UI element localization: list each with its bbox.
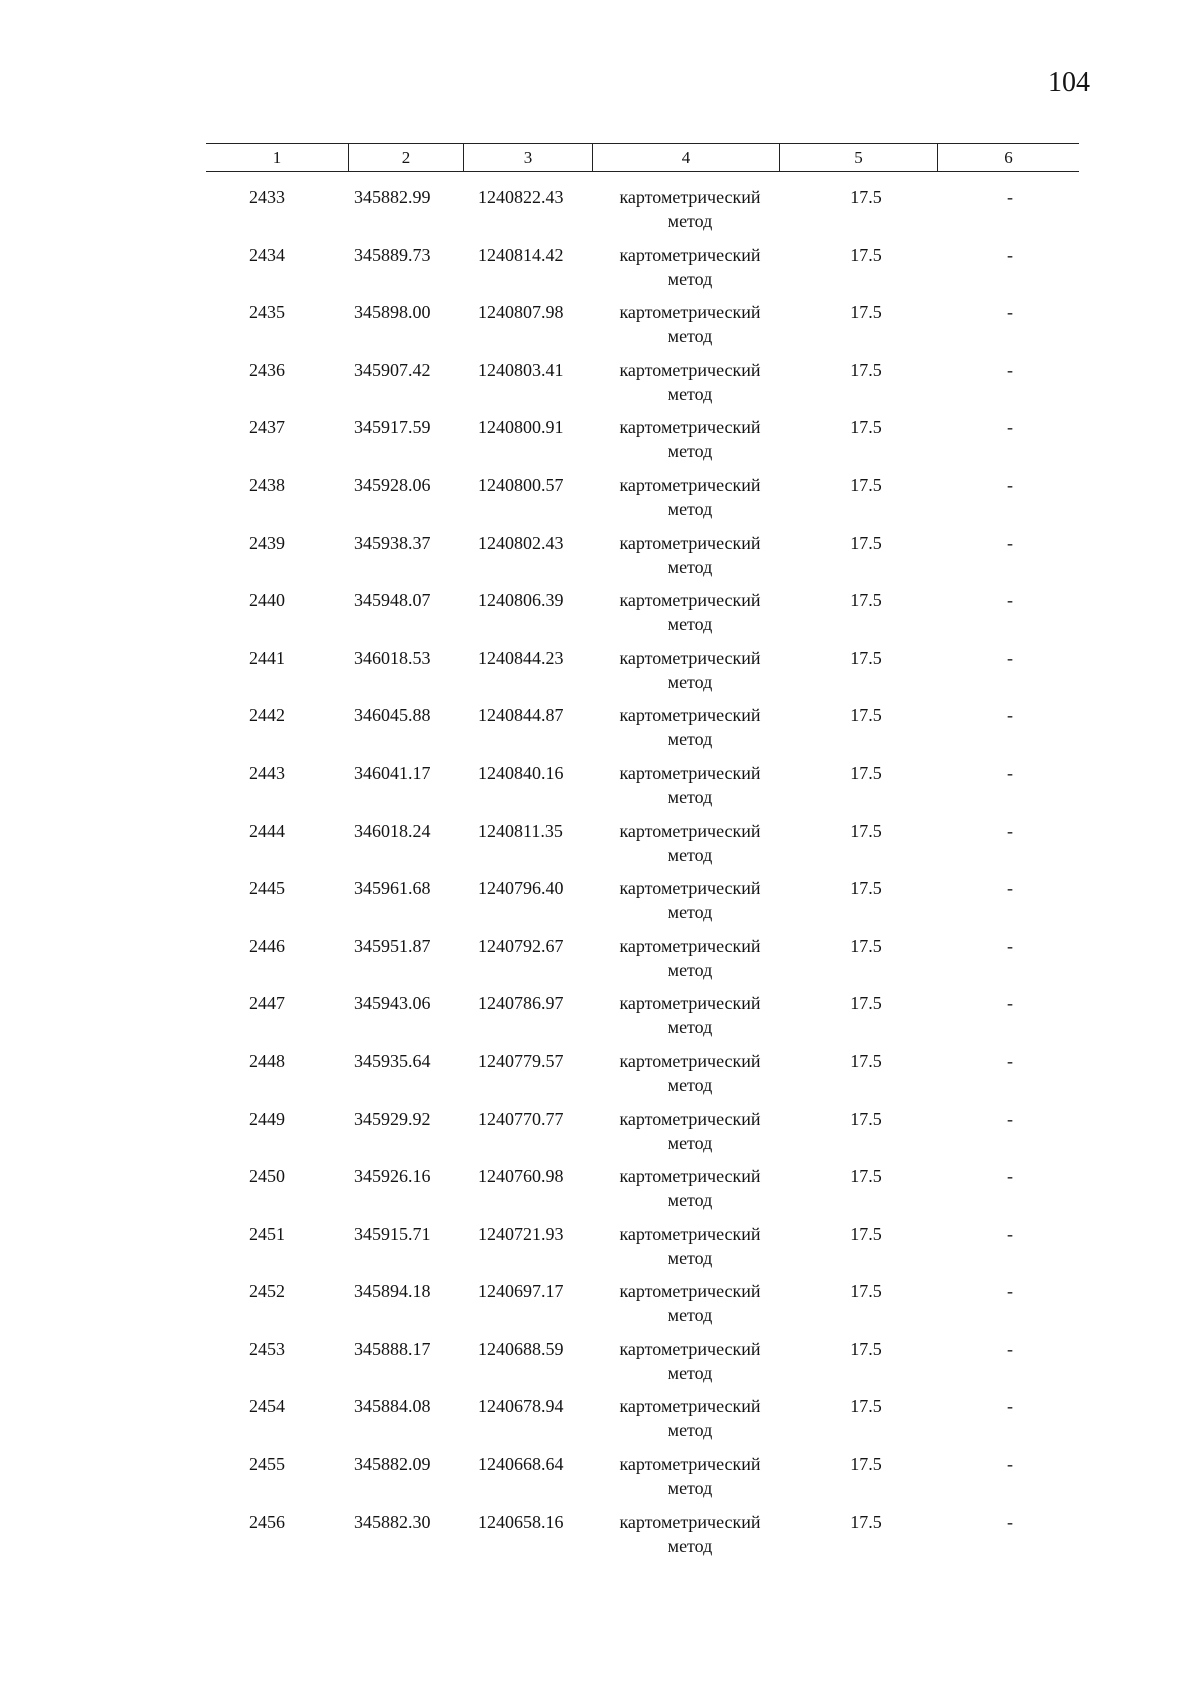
- method: [594, 1452, 786, 1500]
- accuracy: 17.5: [850, 244, 882, 265]
- method: [594, 300, 786, 348]
- table-row: [206, 358, 1079, 416]
- accuracy: 17.5: [850, 1281, 882, 1302]
- coordinate-y: 1240792.67: [478, 935, 564, 956]
- point-number: 2452: [249, 1281, 285, 1302]
- accuracy: 17.5: [850, 705, 882, 726]
- note: -: [1007, 1454, 1013, 1475]
- method-line-1: картометрический: [619, 302, 761, 323]
- coordinate-x: 345948.07: [354, 590, 431, 611]
- coordinate-x: 345882.99: [354, 187, 431, 207]
- page-number: 104: [1048, 67, 1090, 98]
- accuracy: 17.5: [850, 1338, 882, 1359]
- coordinate-x: 345894.18: [354, 1281, 431, 1302]
- method-line-1: картометрический: [619, 590, 761, 611]
- table-row: [206, 1107, 1079, 1165]
- coordinate-y: 1240807.98: [478, 302, 564, 323]
- coordinate-y: 1240840.16: [478, 762, 564, 783]
- table-row: [206, 1510, 1079, 1568]
- method: [594, 1279, 786, 1327]
- table-row: [206, 761, 1079, 819]
- method-line-2: метод: [667, 211, 713, 231]
- method-line-1: картометрический: [619, 417, 761, 438]
- accuracy: 17.5: [850, 1166, 882, 1187]
- method-line-2: метод: [667, 383, 713, 404]
- point-number: 2441: [249, 647, 285, 668]
- coordinate-y: 1240796.40: [478, 878, 564, 899]
- method-line-1: картометрический: [619, 474, 761, 495]
- note: -: [1007, 762, 1013, 783]
- coordinate-x: 345938.37: [354, 532, 431, 553]
- method-line-2: метод: [667, 556, 713, 577]
- coordinate-y: 1240697.17: [478, 1281, 564, 1302]
- method-line-1: картометрический: [619, 244, 761, 265]
- coordinate-x: 346045.88: [354, 705, 431, 726]
- note: -: [1007, 647, 1013, 668]
- table-row: [206, 1164, 1079, 1222]
- accuracy: 17.5: [850, 1454, 882, 1475]
- coordinate-y: 1240844.87: [478, 705, 564, 726]
- method-line-1: картометрический: [619, 1108, 761, 1129]
- accuracy: 17.5: [850, 474, 882, 495]
- accuracy: 17.5: [850, 302, 882, 323]
- coordinate-x: 345882.09: [354, 1454, 431, 1475]
- method-line-2: метод: [667, 1305, 713, 1326]
- note: -: [1007, 417, 1013, 438]
- note: -: [1007, 1396, 1013, 1417]
- point-number: 2447: [249, 993, 285, 1014]
- coordinate-y: 1240721.93: [478, 1223, 564, 1244]
- accuracy: 17.5: [850, 417, 882, 438]
- method-line-1: картометрический: [619, 1511, 761, 1532]
- coordinate-x: 345929.92: [354, 1108, 431, 1129]
- point-number: 2433: [249, 187, 285, 207]
- coordinate-y: 1240658.16: [478, 1511, 564, 1532]
- method: [594, 1049, 786, 1097]
- point-number: 2456: [249, 1511, 285, 1532]
- coordinate-y: 1240822.43: [478, 187, 564, 207]
- method-line-2: метод: [667, 1420, 713, 1441]
- note: -: [1007, 1223, 1013, 1244]
- coordinate-x: 346041.17: [354, 762, 431, 783]
- coordinate-x: 346018.24: [354, 820, 431, 841]
- coordinate-x: 345884.08: [354, 1396, 431, 1417]
- method-line-1: картометрический: [619, 878, 761, 899]
- accuracy: 17.5: [850, 187, 882, 207]
- method: [594, 243, 786, 291]
- header-cell-4: 4: [592, 144, 779, 171]
- point-number: 2449: [249, 1108, 285, 1129]
- method: [594, 358, 786, 406]
- point-number: 2453: [249, 1338, 285, 1359]
- method: [594, 819, 786, 867]
- accuracy: 17.5: [850, 532, 882, 553]
- method-line-2: метод: [667, 786, 713, 807]
- table-row: [206, 934, 1079, 992]
- accuracy: 17.5: [850, 762, 882, 783]
- method: [594, 1510, 786, 1558]
- point-number: 2448: [249, 1050, 285, 1071]
- accuracy: 17.5: [850, 878, 882, 899]
- method: [594, 991, 786, 1039]
- header-cell-6: 6: [937, 144, 1079, 171]
- method-line-2: метод: [667, 1535, 713, 1556]
- note: -: [1007, 820, 1013, 841]
- point-number: 2439: [249, 532, 285, 553]
- point-number: 2446: [249, 935, 285, 956]
- point-number: 2454: [249, 1396, 285, 1417]
- coordinate-y: 1240814.42: [478, 244, 564, 265]
- method-line-1: картометрический: [619, 820, 761, 841]
- method-line-2: метод: [667, 1132, 713, 1153]
- header-cell-1: 1: [272, 148, 282, 167]
- method: [594, 588, 786, 636]
- coordinate-x: 345935.64: [354, 1050, 431, 1071]
- accuracy: 17.5: [850, 1511, 882, 1532]
- method-line-1: картометрический: [619, 187, 761, 207]
- note: -: [1007, 705, 1013, 726]
- table-row: [206, 243, 1079, 301]
- method: [594, 1222, 786, 1270]
- method: [594, 1107, 786, 1155]
- header-cell-3: 3: [463, 144, 592, 171]
- method-line-2: метод: [667, 902, 713, 923]
- method-line-1: картометрический: [619, 1166, 761, 1187]
- method-line-2: метод: [667, 1017, 713, 1038]
- method: [594, 1164, 786, 1212]
- accuracy: 17.5: [850, 1108, 882, 1129]
- coordinates-table-body: [206, 185, 1079, 1567]
- coordinate-y: 1240800.57: [478, 474, 564, 495]
- method-line-1: картометрический: [619, 762, 761, 783]
- table-header: [206, 143, 1079, 172]
- method: [594, 473, 786, 521]
- point-number: 2455: [249, 1454, 285, 1475]
- accuracy: 17.5: [850, 359, 882, 380]
- coordinate-x: 345889.73: [354, 244, 431, 265]
- header-cell-5: 5: [779, 144, 937, 171]
- note: -: [1007, 474, 1013, 495]
- table-row: [206, 1394, 1079, 1452]
- point-number: 2442: [249, 705, 285, 726]
- table-row: [206, 588, 1079, 646]
- note: -: [1007, 302, 1013, 323]
- method: [594, 1394, 786, 1442]
- coordinate-y: 1240760.98: [478, 1166, 564, 1187]
- method-line-2: метод: [667, 268, 713, 289]
- method-line-2: метод: [667, 326, 713, 347]
- coordinate-y: 1240802.43: [478, 532, 564, 553]
- note: -: [1007, 1281, 1013, 1302]
- note: -: [1007, 590, 1013, 611]
- accuracy: 17.5: [850, 1050, 882, 1071]
- method-line-1: картометрический: [619, 1454, 761, 1475]
- method-line-1: картометрический: [619, 647, 761, 668]
- note: -: [1007, 878, 1013, 899]
- point-number: 2435: [249, 302, 285, 323]
- coordinate-x: 345888.17: [354, 1338, 431, 1359]
- method-line-1: картометрический: [619, 359, 761, 380]
- note: -: [1007, 1166, 1013, 1187]
- coordinate-y: 1240806.39: [478, 590, 564, 611]
- header-cell-2: 2: [348, 144, 463, 171]
- table-row: [206, 300, 1079, 358]
- method: [594, 531, 786, 579]
- coordinate-x: 345961.68: [354, 878, 431, 899]
- accuracy: 17.5: [850, 993, 882, 1014]
- coordinate-x: 345898.00: [354, 302, 431, 323]
- point-number: 2434: [249, 244, 285, 265]
- note: -: [1007, 1511, 1013, 1532]
- method-line-2: метод: [667, 1362, 713, 1383]
- accuracy: 17.5: [850, 820, 882, 841]
- method-line-2: метод: [667, 498, 713, 519]
- method-line-1: картометрический: [619, 935, 761, 956]
- method-line-1: картометрический: [619, 1223, 761, 1244]
- method-line-1: картометрический: [619, 1396, 761, 1417]
- coordinate-x: 345943.06: [354, 993, 431, 1014]
- method-line-1: картометрический: [619, 532, 761, 553]
- table-row: [206, 473, 1079, 531]
- method: [594, 703, 786, 751]
- coordinate-y: 1240786.97: [478, 993, 564, 1014]
- coordinate-x: 346018.53: [354, 647, 431, 668]
- coordinate-x: 345882.30: [354, 1511, 431, 1532]
- accuracy: 17.5: [850, 590, 882, 611]
- method: [594, 185, 786, 233]
- table-row: [206, 1222, 1079, 1280]
- point-number: 2450: [249, 1166, 285, 1187]
- method-line-2: метод: [667, 729, 713, 750]
- note: -: [1007, 1108, 1013, 1129]
- method-line-1: картометрический: [619, 1050, 761, 1071]
- method: [594, 415, 786, 463]
- table-row: [206, 1337, 1079, 1395]
- coordinate-y: 1240678.94: [478, 1396, 564, 1417]
- method-line-2: метод: [667, 844, 713, 865]
- coordinate-x: 345928.06: [354, 474, 431, 495]
- note: -: [1007, 1338, 1013, 1359]
- point-number: 2436: [249, 359, 285, 380]
- method: [594, 646, 786, 694]
- table-row: [206, 876, 1079, 934]
- note: -: [1007, 359, 1013, 380]
- accuracy: 17.5: [850, 1396, 882, 1417]
- table-row: [206, 1049, 1079, 1107]
- coordinate-y: 1240803.41: [478, 359, 564, 380]
- accuracy: 17.5: [850, 1223, 882, 1244]
- method-line-2: метод: [667, 441, 713, 462]
- method-line-2: метод: [667, 1478, 713, 1499]
- note: -: [1007, 935, 1013, 956]
- method-line-2: метод: [667, 959, 713, 980]
- table-row: [206, 415, 1079, 473]
- coordinate-y: 1240844.23: [478, 647, 564, 668]
- method: [594, 934, 786, 982]
- note: -: [1007, 993, 1013, 1014]
- coordinate-y: 1240800.91: [478, 417, 564, 438]
- method-line-1: картометрический: [619, 1338, 761, 1359]
- coordinate-x: 345951.87: [354, 935, 431, 956]
- coordinate-x: 345926.16: [354, 1166, 431, 1187]
- note: -: [1007, 244, 1013, 265]
- method: [594, 1337, 786, 1385]
- coordinate-x: 345915.71: [354, 1223, 431, 1244]
- method: [594, 761, 786, 809]
- point-number: 2443: [249, 762, 285, 783]
- method-line-2: метод: [667, 671, 713, 692]
- method-line-1: картометрический: [619, 1281, 761, 1302]
- point-number: 2440: [249, 590, 285, 611]
- method-line-1: картометрический: [619, 993, 761, 1014]
- accuracy: 17.5: [850, 935, 882, 956]
- coordinate-y: 1240770.77: [478, 1108, 564, 1129]
- coordinate-y: 1240811.35: [478, 820, 563, 841]
- method-line-2: метод: [667, 1074, 713, 1095]
- note: -: [1007, 532, 1013, 553]
- point-number: 2444: [249, 820, 285, 841]
- note: -: [1007, 187, 1013, 207]
- point-number: 2445: [249, 878, 285, 899]
- coordinate-x: 345917.59: [354, 417, 431, 438]
- coordinate-y: 1240688.59: [478, 1338, 564, 1359]
- method-line-2: метод: [667, 1247, 713, 1268]
- method-line-2: метод: [667, 1190, 713, 1211]
- table-row: [206, 646, 1079, 704]
- table-row: [206, 819, 1079, 877]
- note: -: [1007, 1050, 1013, 1071]
- coordinate-y: 1240668.64: [478, 1454, 564, 1475]
- method: [594, 876, 786, 924]
- point-number: 2437: [249, 417, 285, 438]
- table-row: [206, 991, 1079, 1049]
- method-line-1: картометрический: [619, 705, 761, 726]
- point-number: 2438: [249, 474, 285, 495]
- table-row: [206, 1279, 1079, 1337]
- table-row: [206, 185, 1079, 243]
- point-number: 2451: [249, 1223, 285, 1244]
- table-row: [206, 703, 1079, 761]
- coordinate-x: 345907.42: [354, 359, 431, 380]
- table-row: [206, 1452, 1079, 1510]
- method-line-2: метод: [667, 614, 713, 635]
- table-row: [206, 531, 1079, 589]
- accuracy: 17.5: [850, 647, 882, 668]
- coordinate-y: 1240779.57: [478, 1050, 564, 1071]
